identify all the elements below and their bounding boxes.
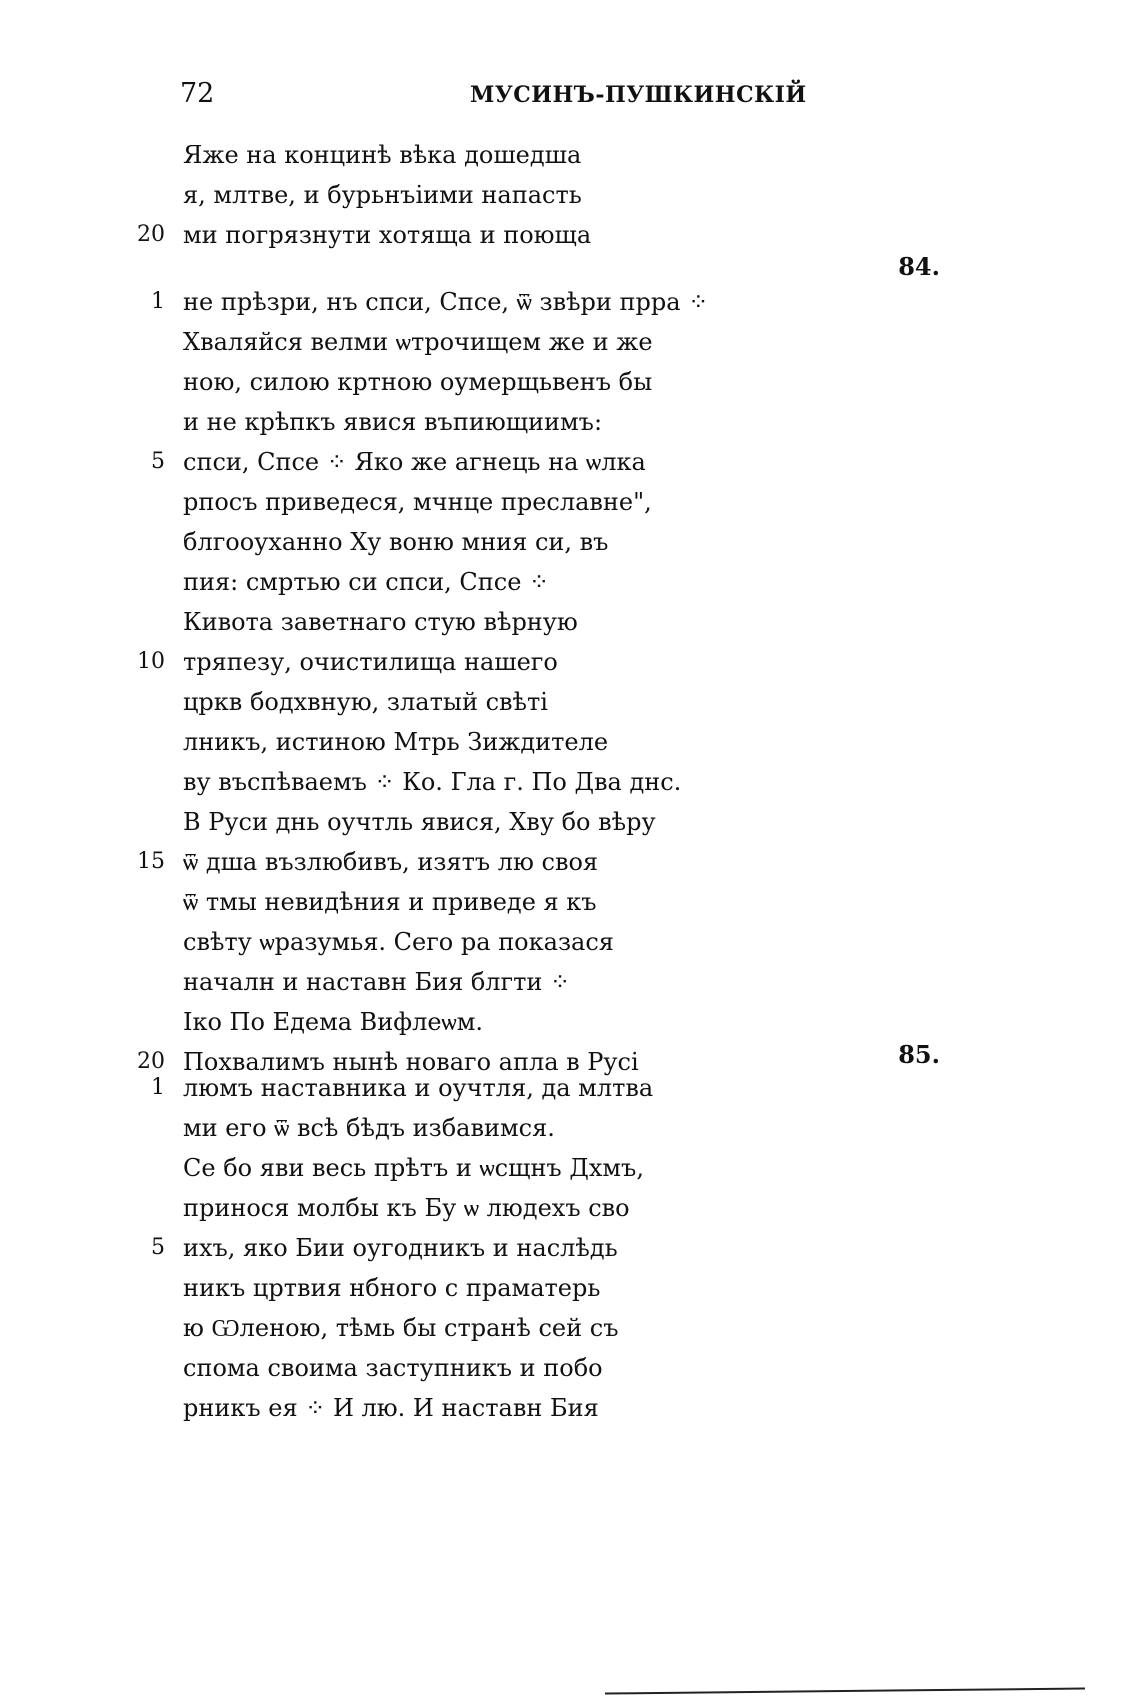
text-line (0, 602, 1140, 642)
text-line (0, 482, 1140, 522)
page-number: 72 (180, 78, 215, 109)
line-number: 1 (151, 1075, 165, 1100)
text-line (0, 282, 1140, 322)
text-line (0, 1108, 1140, 1148)
text-line (0, 682, 1140, 722)
text-line (0, 175, 1140, 215)
line-text: ву въспѣваемъ ⁘ Ко. Гла г. По Два днс. (183, 768, 682, 796)
line-text: рпосъ приведеся, мчнце преславне", (183, 488, 652, 516)
line-text: Яже на концинѣ вѣка дошедша (183, 141, 582, 169)
line-text: Похвалимъ нынѣ новаго апла в Русі (183, 1048, 639, 1076)
line-number: 15 (137, 849, 165, 874)
line-text: Се бо яви весь прѣтъ и ѡсщнъ Дхмъ, (183, 1154, 644, 1182)
text-line (0, 842, 1140, 882)
text-line (0, 442, 1140, 482)
line-number: 5 (151, 1235, 165, 1260)
line-text: и не крѣпкъ явися въпиющиимъ: (183, 408, 603, 436)
text-line (0, 1002, 1140, 1042)
text-line (0, 215, 1140, 255)
line-text: Іко По Едема Вифлеѡм. (183, 1008, 484, 1036)
text-line (0, 522, 1140, 562)
section-85-number: 85. (898, 1040, 940, 1069)
line-text: тряпезу, очистилища нашего (183, 648, 558, 676)
line-number: 5 (151, 449, 165, 474)
text-line (0, 962, 1140, 1002)
line-text: цркв бодхвную, златый свѣті (183, 688, 548, 716)
text-line (0, 1348, 1140, 1388)
text-block-84 (0, 282, 1140, 1082)
line-text: я, млтве, и бурьнъіими напасть (183, 181, 582, 209)
running-head: МУСИНЪ-ПУШКИНСКІЙ (470, 82, 807, 108)
line-text: ми его ѿ всѣ бѣдъ избавимся. (183, 1114, 555, 1142)
text-line (0, 762, 1140, 802)
line-text: блгооуханно Ху воню мния си, въ (183, 528, 609, 556)
line-text: Хваляйся велми ѡтрочищем же и же (183, 328, 653, 356)
line-text: никъ цртвия нбного с праматерь (183, 1274, 601, 1302)
line-text: спома своима заступникъ и побо (183, 1354, 603, 1382)
text-line (0, 882, 1140, 922)
text-line (0, 362, 1140, 402)
line-number: 20 (137, 1049, 165, 1074)
line-text: Кивота заветнаго стую вѣрную (183, 608, 578, 636)
text-block-85 (0, 1068, 1140, 1428)
line-text: люмъ наставника и оучтля, да млтва (183, 1074, 654, 1102)
text-line (0, 802, 1140, 842)
text-line (0, 1188, 1140, 1228)
line-text: ною, силою кртною оумерщьвенъ бы (183, 368, 653, 396)
text-line (0, 135, 1140, 175)
text-line (0, 922, 1140, 962)
line-text: ихъ, яко Бии оугодникъ и наслѣдь (183, 1234, 618, 1262)
line-text: ми погрязнути хотяща и поюща (183, 221, 592, 249)
text-line (0, 1308, 1140, 1348)
text-line (0, 402, 1140, 442)
text-line (0, 322, 1140, 362)
line-text: принося молбы къ Бу ѡ людехъ сво (183, 1194, 630, 1222)
text-line (0, 1388, 1140, 1428)
section-84-number: 84. (898, 252, 940, 281)
line-text: ю Ѡленою, тѣмь бы странѣ сей съ (183, 1314, 619, 1342)
line-text: пия: смртью си спси, Спсе ⁘ (183, 568, 550, 596)
line-text: спси, Спсе ⁘ Яко же агнець на ѡлка (183, 448, 646, 476)
line-number: 1 (151, 289, 165, 314)
text-line (0, 1148, 1140, 1188)
line-text: рникъ ея ⁘ И лю. И наставн Бия (183, 1394, 599, 1422)
line-text: лникъ, истиною Мтрь Зиждителе (183, 728, 609, 756)
text-line (0, 562, 1140, 602)
line-number: 20 (137, 222, 165, 247)
line-text: ѿ тмы невидѣния и приведе я къ (183, 888, 597, 916)
text-line (0, 722, 1140, 762)
line-number: 10 (137, 649, 165, 674)
text-line (0, 1228, 1140, 1268)
text-line (0, 642, 1140, 682)
line-text: В Руси днь оучтль явися, Хву бо вѣру (183, 808, 656, 836)
text-block-1 (0, 135, 1140, 255)
line-text: ѿ дша възлюбивъ, изятъ лю своя (183, 848, 599, 876)
text-line (0, 1268, 1140, 1308)
line-text: началн и наставн Бия блгти ⁘ (183, 968, 571, 996)
bottom-rule (605, 1687, 1085, 1694)
text-line (0, 1068, 1140, 1108)
line-text: не прѣзри, нъ спси, Спсе, ѿ звѣри прра ⁘ (183, 288, 709, 316)
line-text: свѣту ѡразумья. Сего ра показася (183, 928, 614, 956)
